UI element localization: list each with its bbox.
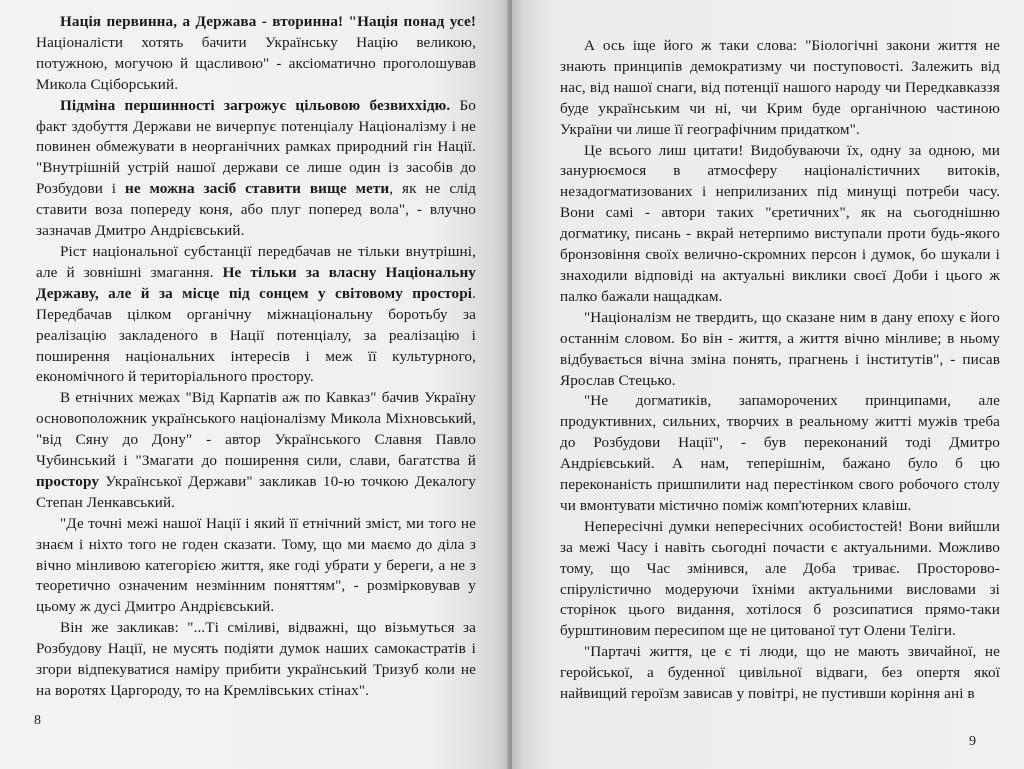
text-segment: Непересічні думки непересічних особистостей! Вони вийшли за межі Часу і навіть сьогодні почасти є актуальними. Можливо тому, що Час змінився, але Доба триває. Просторово-спірулістично модеруючи їхніми актуальними висловами зі сторінок цього видання, хотілося б розсипатися прямо-таки бурштиновим пересипом ще не цитованої тут Олени Теліги.	[560, 517, 1000, 640]
bold-text-segment: Нація первинна, а Держава - вторинна! "Нація понад усе!	[60, 13, 476, 30]
paragraph	[36, 12, 476, 96]
paragraph	[36, 96, 476, 242]
bold-text-segment: Не тільки за власну Національну Державу, але й за місце під сонцем у світовому просторі	[36, 263, 476, 302]
paragraph	[36, 242, 476, 388]
left-page-text	[36, 12, 476, 702]
paragraph	[560, 642, 1000, 705]
right-page-number: 9	[969, 734, 976, 749]
paragraph	[560, 308, 1000, 392]
text-segment: "Націоналізм не твердить, що сказане ним в дану епоху є його останнім словом. Бо він - життя, а життя вічно мінливе; в ньому відбувається вічна зміна понять, прагнень і інститутів", - писав Ярослав Стецько.	[560, 308, 1000, 389]
text-segment: Націоналісти хотять бачити Українську Націю великою, потужною, могучою й щасливою" - аксіоматично проголошував Микола Сціборський.	[36, 33, 476, 93]
right-page	[512, 0, 1024, 769]
paragraph	[560, 517, 1000, 642]
paragraph	[36, 514, 476, 619]
right-page-text	[560, 36, 1000, 705]
text-segment: "Не догматиків, запаморочених принципами, але продуктивних, сильних, творчих в реальному житті мужів треба до Розбудови Нації", - був переконаний тоді Дмитро Андрієвський. А нам, теперішнім, бажано було б цю переконаність пришпилити над перестінком свого робочого столу чи вмонтувати містично поміж комп'ютерних клавіш.	[560, 392, 1000, 514]
text-segment: А ось іще його ж таки слова: "Біологічні закони життя не знають принципів демократизму чи поступовості. Залежить від нас, від нашої снаги, від потенції нашого народу чи Передкавказзя буде українським чи ні, чи Крим буде органічною частиною України чи лише її географічним придатком".	[560, 37, 1000, 138]
text-segment: Це всього лиш цитати! Видобуваючи їх, одну за одною, ми занурюємося в атмосферу націоналістичних витоків, незадогматизованих і неприлизаних під минущі потреби часу. Вони самі - автори таких "єретичних", як на сьогоднішню догматику, писань - вкрай нетерпимо виступали проти будь-якого бронзовіння своїх величнo-скромних персон і думок, бо шукали і знаходили відповіді на актуальні виклики своєї Доби і цього ж палко бажали нащадкам.	[560, 141, 1000, 305]
text-segment: В етнічних межах "Від Карпатів аж по Кавказ" бачив Україну основоположник українського націоналізму Микола Міхновський, "від Сяну до Дону" - автор Українського Славня Павло Чубинський і "Змагати до поширення сили, слави, багатства й	[36, 389, 476, 470]
paragraph	[560, 141, 1000, 308]
text-segment: Бо факт здобуття Держави не вичерпує потенціалу Націоналізму і не повинен обмежувати в неорганічних рамках природний гін Нації. "Внутрішній устрій нашої держави се лише один із засобів до Розбудови і	[36, 96, 476, 198]
text-segment: Ріст національної субстанції передбачав не тільки внутрішні, але й зовнішні змагання.	[36, 242, 476, 281]
text-segment: , як не слід ставити воза попереду коня, або плуг поперед вола", - влучно зазначав Дмитро Андрієвський.	[36, 180, 476, 240]
bold-text-segment: не можна засіб ставити вище мети	[124, 180, 390, 198]
text-segment: "Де точні межі нашої Нації і який її етнічний зміст, ми того не знаєм і ніхто того не годен сказати. Тому, що ми маємо до діла з вічно мінливою категорією життя, яке годі убрати у береги, а не з теоретично означеним незмінним поняттям", - розмірковував у цьому ж дусі Дмитро Андрієвський.	[36, 514, 476, 616]
bold-text-segment: простору	[36, 472, 100, 490]
left-page	[0, 0, 510, 769]
text-segment: Української Держави" закликав 10-ю точкою Декалогу Степан Ленкавський.	[36, 472, 476, 511]
left-page-number: 8	[34, 713, 41, 728]
paragraph	[36, 618, 476, 702]
bold-text-segment: Підміна першинності загрожує цільовою безвиххідю.	[60, 96, 451, 114]
text-segment: "Партачі життя, це є ті люди, що не мають звичайної, не геройської, а буденної цивільної відваги, без опертя якої найвищий героїзм зависав у повітрі, не пустивши коріння ані в	[560, 643, 1000, 703]
paragraph	[560, 391, 1000, 516]
paragraph	[36, 388, 476, 513]
paragraph	[560, 36, 1000, 141]
text-segment: . Передбачав цілком органічну міжнаціональну боротьбу за реалізацію закладеного в Нації потенціалу, за реалізацію і поширення національних інтересів і меж її культурного, економічного й територіального простору.	[36, 284, 476, 386]
text-segment: Він же закликав: "...Ті сміливі, відважні, що візьмуться за Розбудову Нації, не мусять подіяти думок наших самокастратів і згори відпекуватися наміру прибити український Тризуб коли не на воротях Царгороду, то на Кремлівських стінах".	[36, 619, 476, 699]
